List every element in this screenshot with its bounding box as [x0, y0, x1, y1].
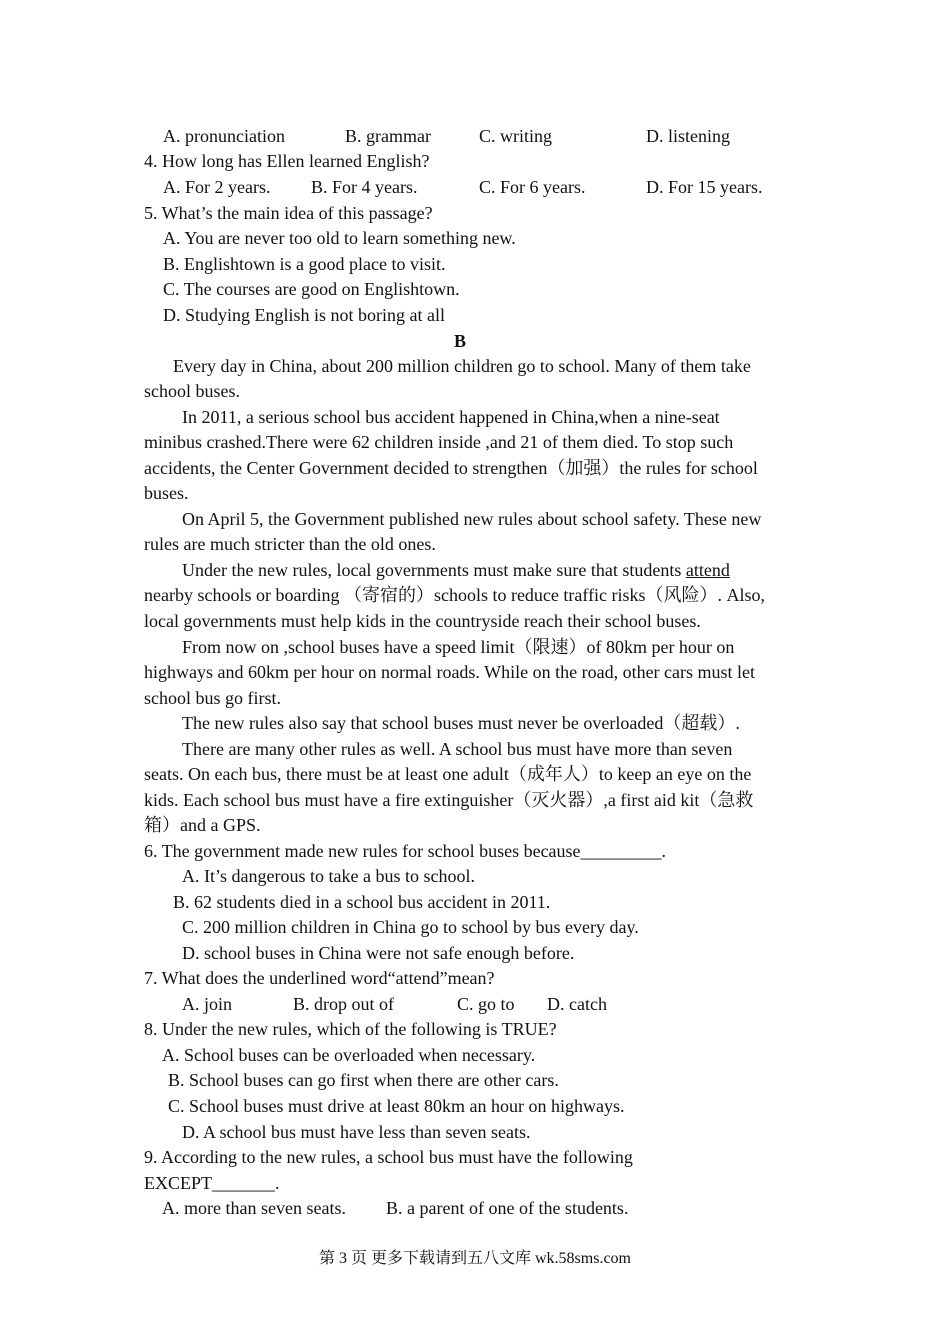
passage-line: The new rules also say that school buses must never be overloaded（超载）. — [182, 713, 740, 733]
q3-option-a: A. pronunciation — [163, 126, 285, 146]
passage-line: 箱）and a GPS. — [144, 815, 261, 835]
q9-question-cont: EXCEPT_______. — [144, 1173, 280, 1193]
underlined-word-attend: attend — [685, 560, 730, 580]
passage-line: school buses. — [144, 381, 240, 401]
q7-option-c: C. go to — [457, 994, 515, 1014]
q8-option-b: B. School buses can go first when there are other cars. — [168, 1070, 559, 1090]
q8-option-a: A. School buses can be overloaded when necessary. — [162, 1045, 536, 1065]
passage-line: nearby schools or boarding （寄宿的）schools to reduce traffic risks（风险）. Also, — [144, 585, 766, 605]
q7-question: 7. What does the underlined word“attend”mean? — [144, 968, 495, 988]
q7-option-d: D. catch — [547, 994, 607, 1014]
passage-text: Under the new rules, local governments must make sure that students — [182, 560, 686, 580]
passage-line: seats. On each bus, there must be at least one adult（成年人）to keep an eye on the — [144, 764, 752, 784]
q6-option-a: A. It’s dangerous to take a bus to school. — [182, 866, 475, 886]
passage-line: highways and 60km per hour on normal roads. While on the road, other cars must let — [144, 662, 756, 682]
q5-option-b: B. Englishtown is a good place to visit. — [163, 254, 446, 274]
passage-line: buses. — [144, 483, 189, 503]
passage-line: Every day in China, about 200 million children go to school. Many of them take — [173, 356, 751, 376]
q6-option-c: C. 200 million children in China go to school by bus every day. — [182, 917, 639, 937]
passage-line: accidents, the Center Government decided to strengthen（加强）the rules for school — [144, 458, 758, 478]
q5-option-c: C. The courses are good on Englishtown. — [163, 279, 460, 299]
q5-question: 5. What’s the main idea of this passage? — [144, 203, 433, 223]
passage-line: There are many other rules as well. A school bus must have more than seven — [182, 739, 733, 759]
q9-option-b: B. a parent of one of the students. — [386, 1198, 629, 1218]
q3-option-b: B. grammar — [345, 126, 431, 146]
passage-line: From now on ,school buses have a speed limit（限速）of 80km per hour on — [182, 637, 735, 657]
q4-option-d: D. For 15 years. — [646, 177, 763, 197]
q4-option-a: A. For 2 years. — [163, 177, 271, 197]
q4-option-c: C. For 6 years. — [479, 177, 586, 197]
q4-option-b: B. For 4 years. — [311, 177, 418, 197]
q3-option-c: C. writing — [479, 126, 553, 146]
q6-option-b: B. 62 students died in a school bus accident in 2011. — [173, 892, 551, 912]
q8-option-c: C. School buses must drive at least 80km an hour on highways. — [168, 1096, 625, 1116]
section-heading: B — [453, 331, 466, 351]
passage-line: rules are much stricter than the old ones. — [144, 534, 436, 554]
q7-option-b: B. drop out of — [293, 994, 394, 1014]
passage-line: kids. Each school bus must have a fire extinguisher（灭火器）,a first aid kit（急救 — [144, 790, 754, 810]
passage-line: local governments must help kids in the countryside reach their school buses. — [144, 611, 701, 631]
q3-option-d: D. listening — [646, 126, 730, 146]
q9-option-a: A. more than seven seats. — [162, 1198, 346, 1218]
q5-option-d: D. Studying English is not boring at all — [163, 305, 445, 325]
q4-question: 4. How long has Ellen learned English? — [144, 151, 430, 171]
passage-line — [182, 559, 730, 581]
page-footer: 第 3 页 更多下载请到五八文库 wk.58sms.com — [318, 1250, 631, 1267]
q5-option-a: A. You are never too old to learn something new. — [163, 228, 516, 248]
passage-line: school bus go first. — [144, 688, 281, 708]
q6-option-d: D. school buses in China were not safe enough before. — [182, 943, 575, 963]
q7-option-a: A. join — [182, 994, 233, 1014]
q8-option-d: D. A school bus must have less than seven seats. — [182, 1122, 531, 1142]
passage-line: In 2011, a serious school bus accident happened in China,when a nine-seat — [182, 407, 720, 427]
passage-line: minibus crashed.There were 62 children inside ,and 21 of them died. To stop such — [144, 432, 734, 452]
q6-question: 6. The government made new rules for school buses because_________. — [144, 841, 667, 861]
passage-line: On April 5, the Government published new rules about school safety. These new — [182, 509, 762, 529]
q8-question: 8. Under the new rules, which of the following is TRUE? — [144, 1019, 557, 1039]
q9-question: 9. According to the new rules, a school bus must have the following — [144, 1147, 633, 1167]
